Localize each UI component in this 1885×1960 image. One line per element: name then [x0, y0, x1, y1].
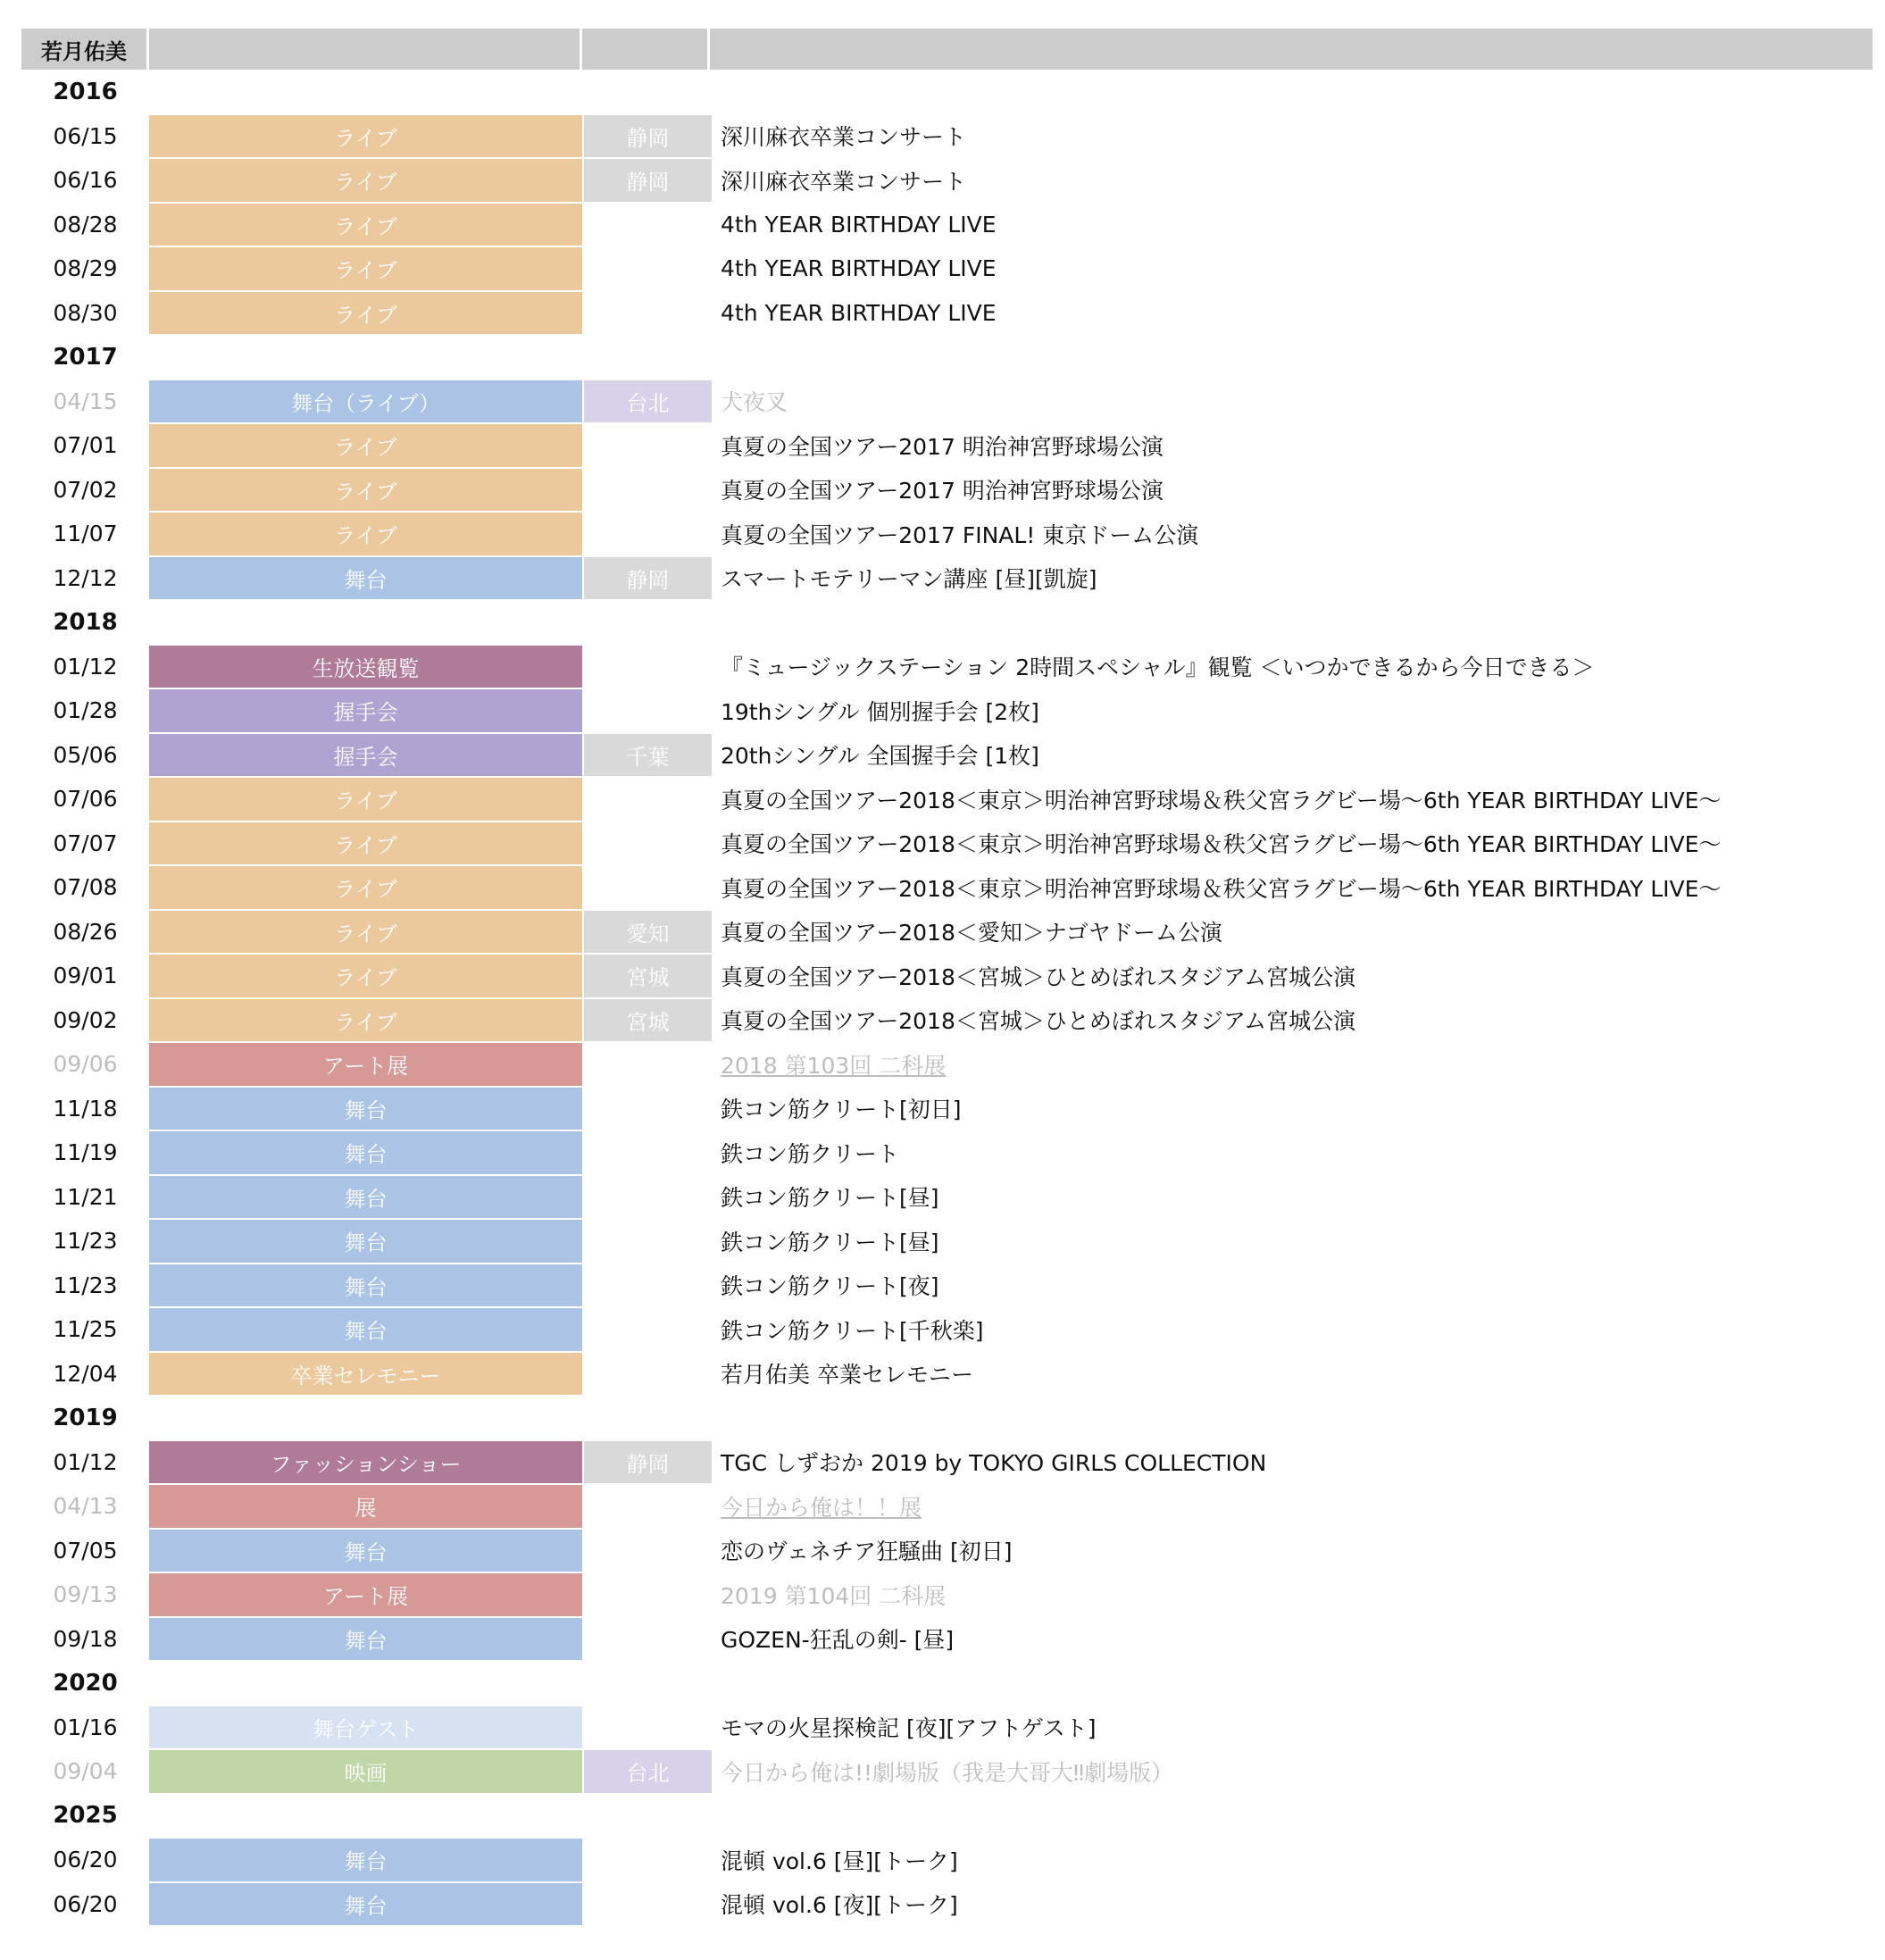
table-row — [21, 1529, 1875, 1573]
event-category: ライブ — [149, 911, 582, 954]
event-title: 若月佑美 卒業セレモニー — [721, 1362, 973, 1389]
table-row — [21, 865, 1875, 910]
event-category: 舞台 — [149, 557, 582, 600]
event-category: ライブ — [149, 778, 582, 821]
table-row — [21, 1572, 1875, 1617]
event-category: 舞台 — [149, 1308, 582, 1351]
event-date: 07/02 — [53, 476, 118, 503]
year-label: 2020 — [53, 1669, 118, 1697]
event-location — [584, 1618, 712, 1661]
event-title-link[interactable]: 今日から俺は！！展 — [721, 1494, 922, 1521]
event-location — [584, 689, 712, 732]
event-date: 07/08 — [53, 874, 118, 901]
table-row — [21, 1175, 1875, 1220]
table-row — [21, 954, 1875, 998]
event-location — [584, 513, 712, 555]
event-category: 舞台 — [149, 1220, 582, 1263]
event-category: 舞台 — [149, 1088, 582, 1130]
event-location: 宮城 — [584, 955, 712, 997]
event-date: 01/12 — [53, 1448, 118, 1475]
year-heading-row — [21, 1794, 1875, 1839]
event-category: ライブ — [149, 513, 582, 555]
table-row — [21, 1882, 1875, 1927]
event-title: 真夏の全国ツアー2018＜東京＞明治神宮野球場＆秩父宮ラグビー場〜6th YEAR BIRTHDAY LIVE〜 — [721, 787, 1722, 813]
event-location — [584, 204, 712, 246]
event-title: 4th YEAR BIRTHDAY LIVE — [721, 299, 997, 326]
event-location — [584, 424, 712, 467]
event-location — [584, 646, 712, 688]
event-location — [584, 1706, 712, 1749]
event-title: 真夏の全国ツアー2018＜東京＞明治神宮野球場＆秩父宮ラグビー場〜6th YEAR BIRTHDAY LIVE〜 — [721, 831, 1722, 858]
event-date: 01/12 — [53, 653, 118, 680]
event-category: 舞台 — [149, 1131, 582, 1174]
event-location: 台北 — [584, 1750, 712, 1793]
event-category: アート展 — [149, 1043, 582, 1086]
table-row — [21, 910, 1875, 955]
event-title: 鉄コン筋クリート[昼] — [721, 1185, 939, 1212]
event-location — [584, 1043, 712, 1086]
table-row — [21, 379, 1875, 424]
event-date: 07/06 — [53, 786, 118, 813]
event-category: 卒業セレモニー — [149, 1353, 582, 1396]
event-title: 真夏の全国ツアー2018＜宮城＞ひとめぼれスタジアム宮城公演 — [721, 963, 1356, 990]
member-name: 若月佑美 — [21, 29, 149, 70]
event-category: 舞台（ライブ） — [149, 380, 582, 423]
table-row — [21, 1352, 1875, 1397]
event-date: 04/15 — [53, 388, 118, 414]
event-location: 静岡 — [584, 159, 712, 202]
event-title: 深川麻衣卒業コンサート — [721, 124, 967, 151]
event-date: 08/29 — [53, 255, 118, 282]
event-date: 08/30 — [53, 299, 118, 326]
event-date: 06/20 — [53, 1890, 118, 1917]
event-date: 07/07 — [53, 830, 118, 856]
event-date: 09/02 — [53, 1006, 118, 1033]
event-category: ライブ — [149, 424, 582, 467]
event-location — [584, 469, 712, 512]
event-category: ライブ — [149, 469, 582, 512]
table-row — [21, 1087, 1875, 1131]
event-date: 08/26 — [53, 918, 118, 945]
event-title: 『ミュージックステーション 2時間スペシャル』観覧 ＜いつかできるから今日できる＞ — [721, 655, 1595, 681]
event-date: 06/15 — [53, 122, 118, 149]
table-row — [21, 246, 1875, 291]
event-date: 06/16 — [53, 167, 118, 194]
table-row — [21, 158, 1875, 203]
event-location — [584, 1088, 712, 1130]
event-title-link[interactable]: 2018 第103回 二科展 — [721, 1052, 947, 1079]
event-title: 鉄コン筋クリート[昼] — [721, 1229, 939, 1255]
event-title: 19thシングル 個別握手会 [2枚] — [721, 698, 1039, 725]
year-label: 2018 — [53, 608, 118, 636]
event-title: 20thシングル 全国握手会 [1枚] — [721, 743, 1039, 770]
table-row — [21, 733, 1875, 778]
event-location: 静岡 — [584, 115, 712, 158]
event-title: 2019 第104回 二科展 — [721, 1582, 947, 1609]
year-heading-row — [21, 70, 1875, 114]
event-date: 09/18 — [53, 1625, 118, 1652]
event-category: 舞台 — [149, 1264, 582, 1307]
event-date: 11/19 — [53, 1139, 118, 1166]
event-location — [584, 1883, 712, 1926]
event-title: 混頓 vol.6 [夜][トーク] — [721, 1892, 958, 1919]
event-date: 07/01 — [53, 432, 118, 459]
event-date: 09/13 — [53, 1581, 118, 1608]
table-row — [21, 822, 1875, 866]
table-row — [21, 423, 1875, 468]
table-row — [21, 1307, 1875, 1352]
event-title: 真夏の全国ツアー2017 明治神宮野球場公演 — [721, 433, 1164, 460]
event-location — [584, 1353, 712, 1396]
table-row — [21, 556, 1875, 601]
table-row — [21, 1484, 1875, 1529]
event-title: 真夏の全国ツアー2018＜東京＞明治神宮野球場＆秩父宮ラグビー場〜6th YEAR BIRTHDAY LIVE〜 — [721, 875, 1722, 902]
table-row — [21, 1130, 1875, 1175]
event-category: ライブ — [149, 866, 582, 909]
table-row — [21, 777, 1875, 822]
event-title: 犬夜叉 — [721, 389, 788, 416]
year-heading-row — [21, 1396, 1875, 1440]
event-category: ライブ — [149, 115, 582, 158]
table-body — [21, 70, 1875, 1926]
year-heading-row — [21, 600, 1875, 645]
table-row — [21, 203, 1875, 247]
event-category: ライブ — [149, 159, 582, 202]
event-date: 08/28 — [53, 211, 118, 238]
event-date: 01/28 — [53, 697, 118, 724]
event-category: 舞台ゲスト — [149, 1706, 582, 1749]
event-date: 11/25 — [53, 1316, 118, 1343]
event-title: スマートモテリーマン講座 [昼][凱旋] — [721, 566, 1097, 593]
event-title: 鉄コン筋クリート[千秋楽] — [721, 1317, 984, 1344]
event-location: 静岡 — [584, 557, 712, 600]
table-row — [21, 512, 1875, 556]
event-category: 舞台 — [149, 1839, 582, 1881]
event-location — [584, 1530, 712, 1572]
table-row — [21, 1838, 1875, 1882]
event-date: 11/23 — [53, 1228, 118, 1255]
table-header — [21, 29, 1875, 70]
event-date: 11/18 — [53, 1095, 118, 1122]
event-category: 舞台 — [149, 1530, 582, 1572]
event-title: TGC しずおか 2019 by TOKYO GIRLS COLLECTION — [721, 1450, 1267, 1477]
event-date: 06/20 — [53, 1847, 118, 1873]
table-row — [21, 688, 1875, 733]
event-title: 深川麻衣卒業コンサート — [721, 168, 967, 195]
event-location — [584, 866, 712, 909]
event-title: 恋のヴェネチア狂騒曲 [初日] — [721, 1539, 1013, 1565]
event-location: 愛知 — [584, 911, 712, 954]
event-title: 鉄コン筋クリート[夜] — [721, 1273, 939, 1300]
event-location — [584, 1220, 712, 1263]
year-heading-row — [21, 335, 1875, 379]
event-date: 09/01 — [53, 963, 118, 989]
header-location-cell — [582, 29, 710, 70]
event-date: 09/06 — [53, 1051, 118, 1078]
table-row — [21, 1617, 1875, 1662]
event-category: ライブ — [149, 999, 582, 1042]
event-title: モマの火星探検記 [夜][アフトゲスト] — [721, 1715, 1097, 1742]
event-category: 舞台 — [149, 1176, 582, 1219]
event-category: ライブ — [149, 292, 582, 335]
event-title: 真夏の全国ツアー2018＜宮城＞ひとめぼれスタジアム宮城公演 — [721, 1008, 1356, 1035]
event-title: 4th YEAR BIRTHDAY LIVE — [721, 255, 997, 282]
year-label: 2017 — [53, 343, 118, 371]
event-title: 真夏の全国ツアー2017 FINAL! 東京ドーム公演 — [721, 521, 1199, 548]
schedule-table — [21, 29, 1875, 1926]
header-category-cell — [149, 29, 582, 70]
year-heading-row — [21, 1661, 1875, 1706]
event-location: 静岡 — [584, 1441, 712, 1484]
table-row — [21, 1749, 1875, 1794]
table-row — [21, 1219, 1875, 1264]
year-label: 2025 — [53, 1802, 118, 1830]
event-title: 真夏の全国ツアー2018＜愛知＞ナゴヤドーム公演 — [721, 920, 1222, 947]
event-category: 握手会 — [149, 734, 582, 777]
event-location — [584, 247, 712, 290]
event-date: 11/07 — [53, 521, 118, 547]
table-row — [21, 1440, 1875, 1485]
event-title: 真夏の全国ツアー2017 明治神宮野球場公演 — [721, 478, 1164, 505]
event-location — [584, 822, 712, 865]
table-row — [21, 998, 1875, 1043]
event-location — [584, 1573, 712, 1616]
event-category: ファッションショー — [149, 1441, 582, 1484]
table-row — [21, 1706, 1875, 1750]
event-date: 04/13 — [53, 1493, 118, 1520]
event-location: 宮城 — [584, 999, 712, 1042]
event-category: ライブ — [149, 955, 582, 997]
event-title: 今日から俺は!!劇場版（我是大哥大‼劇場版） — [721, 1759, 1174, 1786]
event-date: 12/12 — [53, 564, 118, 591]
event-date: 07/05 — [53, 1537, 118, 1564]
table-row — [21, 114, 1875, 159]
year-label: 2019 — [53, 1404, 118, 1431]
event-location — [584, 1131, 712, 1174]
event-category: 舞台 — [149, 1618, 582, 1661]
event-location — [584, 1839, 712, 1881]
event-category: 握手会 — [149, 689, 582, 732]
table-row — [21, 1264, 1875, 1308]
table-row — [21, 468, 1875, 513]
event-category: 展 — [149, 1485, 582, 1528]
header-title-cell — [710, 29, 1875, 70]
event-title: 鉄コン筋クリート[初日] — [721, 1097, 962, 1123]
event-title: 鉄コン筋クリート — [721, 1140, 900, 1167]
event-location: 台北 — [584, 380, 712, 423]
event-date: 11/23 — [53, 1272, 118, 1298]
event-date: 01/16 — [53, 1714, 118, 1740]
event-location: 千葉 — [584, 734, 712, 777]
event-title: GOZEN-狂乱の剣- [昼] — [721, 1627, 955, 1654]
event-location — [584, 1176, 712, 1219]
event-category: ライブ — [149, 204, 582, 246]
table-row — [21, 645, 1875, 689]
event-location — [584, 292, 712, 335]
event-title: 混頓 vol.6 [昼][トーク] — [721, 1847, 958, 1874]
event-date: 09/04 — [53, 1758, 118, 1785]
event-location — [584, 1264, 712, 1307]
event-category: 映画 — [149, 1750, 582, 1793]
event-title: 4th YEAR BIRTHDAY LIVE — [721, 211, 997, 238]
event-location — [584, 1308, 712, 1351]
event-category: 舞台 — [149, 1883, 582, 1926]
table-row — [21, 1042, 1875, 1087]
event-date: 12/04 — [53, 1360, 118, 1387]
event-category: ライブ — [149, 247, 582, 290]
event-category: アート展 — [149, 1573, 582, 1616]
event-location — [584, 778, 712, 821]
event-date: 05/06 — [53, 741, 118, 768]
event-date: 11/21 — [53, 1183, 118, 1210]
year-label: 2016 — [53, 78, 118, 105]
event-category: ライブ — [149, 822, 582, 865]
table-row — [21, 291, 1875, 336]
event-location — [584, 1485, 712, 1528]
event-category: 生放送観覧 — [149, 646, 582, 688]
